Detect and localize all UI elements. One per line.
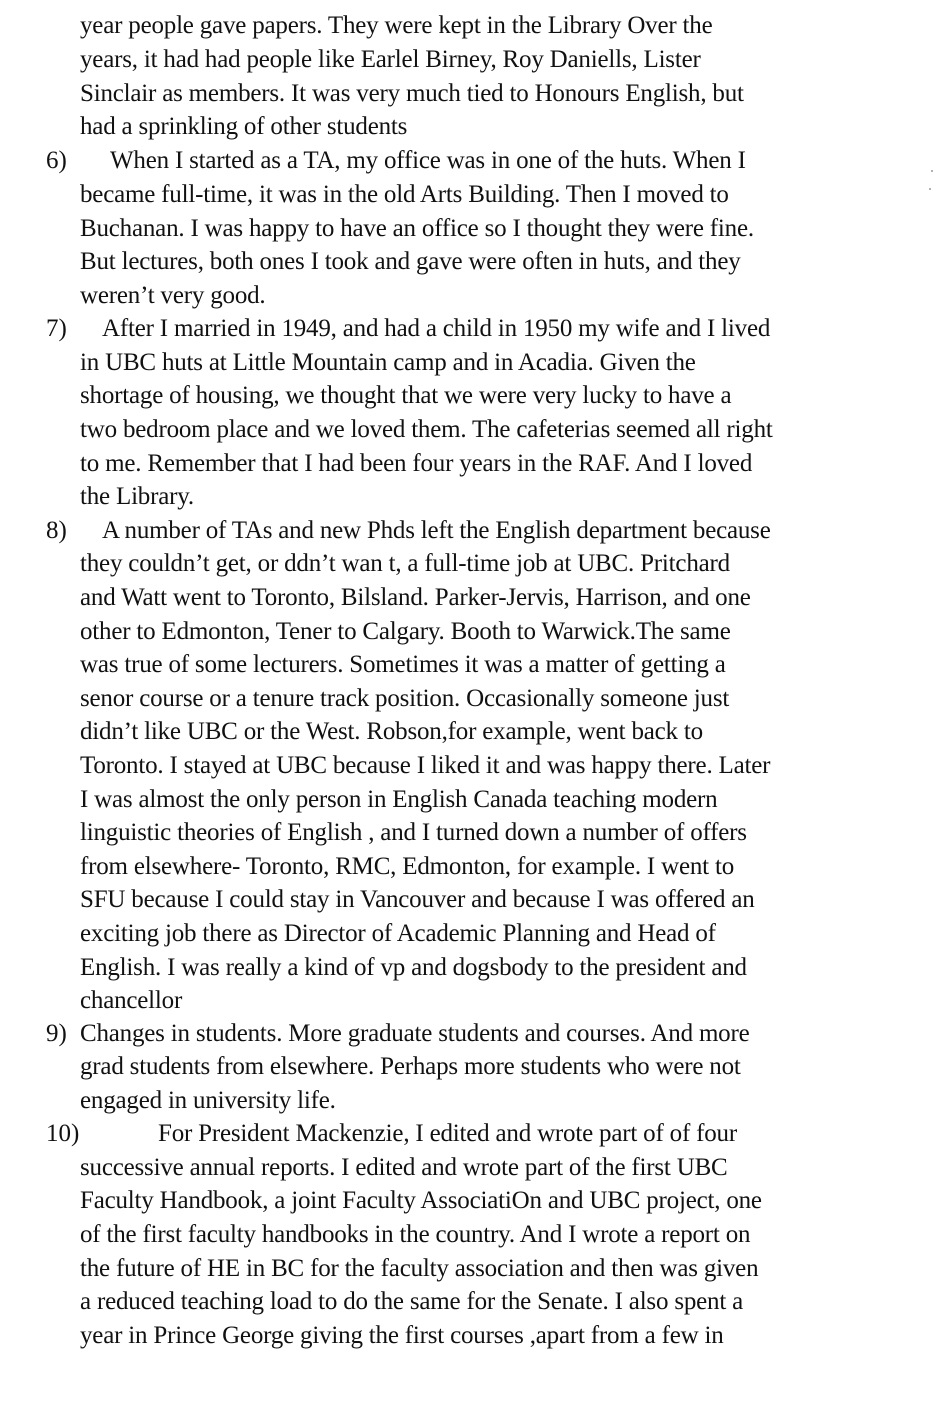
scan-speck: [931, 170, 933, 172]
item-line: a reduced teaching load to do the same for the Senate. I also spent a: [80, 1288, 744, 1315]
item-line: shortage of housing, we thought that we were very lucky to have a: [80, 382, 732, 409]
item-line: Changes in students. More graduate students and courses. And more: [80, 1020, 750, 1047]
item-line: But lectures, both ones I took and gave were often in huts, and they: [80, 248, 741, 275]
item-line: chancellor: [80, 987, 183, 1014]
item-line: Buchanan. I was happy to have an office so I thought they were fine.: [80, 215, 754, 242]
item-line: from elsewhere- Toronto, RMC, Edmonton, for example. I went to: [80, 853, 734, 880]
item-line: of the first faculty handbooks in the country. And I wrote a report on: [80, 1221, 751, 1248]
item-line: to me. Remember that I had been four years in the RAF. And I loved: [80, 450, 753, 477]
item-line: I was almost the only person in English Canada teaching modern: [80, 786, 718, 813]
item-line: successive annual reports. I edited and wrote part of the first UBC: [80, 1154, 728, 1181]
item-line: SFU because I could stay in Vancouver and because I was offered an: [80, 886, 755, 913]
item-line: For President Mackenzie, I edited and wrote part of of four: [158, 1120, 737, 1147]
continuation-line: years, it had had people like Earlel Birney, Roy Daniells, Lister: [80, 46, 701, 73]
item-number: 6): [46, 147, 67, 174]
item-line: other to Edmonton, Tener to Calgary. Booth to Warwick.The same: [80, 618, 731, 645]
item-number: 9): [46, 1020, 67, 1047]
item-line: weren’t very good.: [80, 282, 266, 309]
item-line: they couldn’t get, or ddn’t wan t, a full-time job at UBC. Pritchard: [80, 550, 730, 577]
item-line: was true of some lecturers. Sometimes it was a matter of getting a: [80, 651, 726, 678]
item-line: Toronto. I stayed at UBC because I liked it and was happy there. Later: [80, 752, 771, 779]
item-line: engaged in university life.: [80, 1087, 336, 1114]
item-line: grad students from elsewhere. Perhaps more students who were not: [80, 1053, 741, 1080]
item-line: A number of TAs and new Phds left the English department because: [102, 517, 771, 544]
item-line: became full-time, it was in the old Arts Building. Then I moved to: [80, 181, 729, 208]
continuation-line: Sinclair as members. It was very much tied to Honours English, but: [80, 80, 744, 107]
continuation-line: had a sprinkling of other students: [80, 113, 408, 140]
item-line: in UBC huts at Little Mountain camp and in Acadia. Given the: [80, 349, 696, 376]
item-line: didn’t like UBC or the West. Robson,for example, went back to: [80, 718, 703, 745]
continuation-line: year people gave papers. They were kept in the Library Over the: [80, 12, 713, 39]
item-line: English. I was really a kind of vp and dogsbody to the president and: [80, 954, 747, 981]
item-line: linguistic theories of English , and I turned down a number of offers: [80, 819, 747, 846]
item-line: the future of HE in BC for the faculty association and then was given: [80, 1255, 759, 1282]
item-number: 8): [46, 517, 67, 544]
item-line: and Watt went to Toronto, Bilsland. Parker-Jervis, Harrison, and one: [80, 584, 751, 611]
item-number: 7): [46, 315, 67, 342]
item-line: exciting job there as Director of Academic Planning and Head of: [80, 920, 716, 947]
item-line: After I married in 1949, and had a child in 1950 my wife and I lived: [102, 315, 771, 342]
item-line: year in Prince George giving the first courses ,apart from a few in: [80, 1322, 724, 1349]
item-number: 10): [46, 1120, 80, 1147]
item-line: the Library.: [80, 483, 194, 510]
item-line: Faculty Handbook, a joint Faculty AssociatiOn and UBC project, one: [80, 1187, 762, 1214]
item-line: two bedroom place and we loved them. The cafeterias seemed all right: [80, 416, 773, 443]
scan-speck: [929, 188, 931, 190]
item-line: When I started as a TA, my office was in one of the huts. When I: [110, 147, 746, 174]
item-line: senor course or a tenure track position. Occasionally someone just: [80, 685, 730, 712]
